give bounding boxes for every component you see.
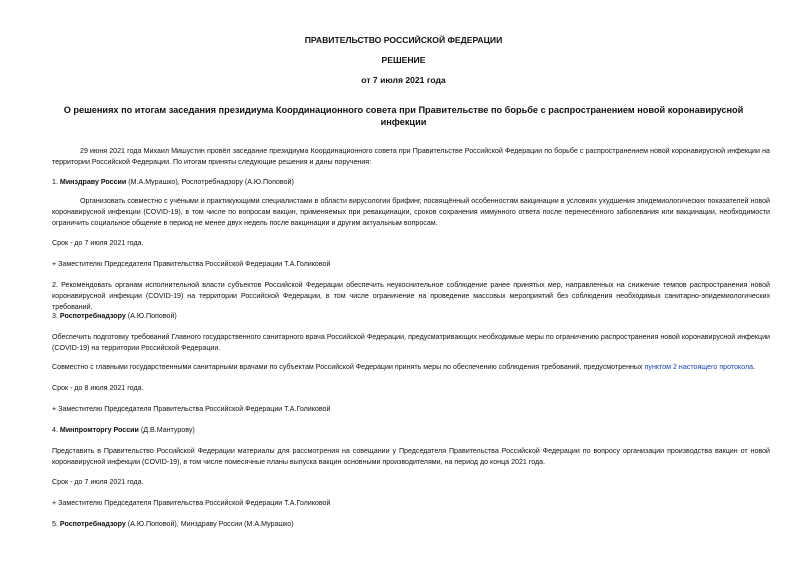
- item-5-heading: [52, 519, 770, 530]
- item-1-heading: [52, 177, 770, 188]
- item-4-number: 4.: [52, 426, 58, 434]
- item-5-organization: Роспотребнадзору: [59, 520, 126, 528]
- item-3-organization: Роспотребнадзору: [59, 312, 126, 320]
- item-3-heading: [52, 311, 770, 322]
- item-5-responsible: (А.Ю.Поповой), Минздраву России (М.А.Мурашко): [125, 520, 294, 528]
- item-4-responsible: (Д.В.Мантурову): [138, 426, 195, 434]
- item-3-text: Обеспечить подготовку требований Главного государственного санитарного врача Российской Федерации, предусматривающих необходимые меры по ограничению распространения новой коронавирусной инфекции (COVID-19) на территории Российской Федерации.: [52, 333, 770, 352]
- item-4-deadline: Срок - до 7 июля 2021 года.: [52, 478, 144, 486]
- government-heading: ПРАВИТЕЛЬСТВО РОССИЙСКОЙ ФЕДЕРАЦИИ: [304, 35, 503, 45]
- document-type: РЕШЕНИЕ: [381, 55, 426, 65]
- item-4-text: Представить в Правительство Российской Федерации материалы для рассмотрения на совещании у Председателя Правительства Российской Федерации по вопросу организации производства вакцин от новой коронавирусной инфекции (COVID-19), в том числе помесячные планы выпуска вакцин основными производителями, на период до конца 2021 года.: [52, 447, 770, 466]
- item-3-number: 3.: [52, 312, 58, 320]
- item-3-responsible: (А.Ю.Поповой): [125, 312, 177, 320]
- item-3-control: + Заместителю Председателя Правительства Российской Федерации Т.А.Голиковой: [52, 405, 331, 413]
- item-1-organization: Минздраву России: [59, 178, 127, 186]
- item-4-control: + Заместителю Председателя Правительства Российской Федерации Т.А.Голиковой: [52, 499, 331, 507]
- item-2-reference-link[interactable]: пунктом 2 настоящего протокола: [644, 363, 754, 371]
- item-1-control: + Заместителю Председателя Правительства Российской Федерации Т.А.Голиковой: [52, 260, 331, 268]
- intro-paragraph: 29 июня 2021 года Михаил Мишустин провёл заседание президиума Координационного совета при Правительстве Российской Федерации по борьбе с распространением новой коронавирусной инфекции на территории Российской Федерации. По итогам приняты следующие решения и даны поручения:: [52, 147, 770, 166]
- item-3-deadline: Срок - до 8 июля 2021 года.: [52, 384, 144, 392]
- item-1-deadline: Срок - до 7 июля 2021 года.: [52, 239, 144, 247]
- item-5-number: 5.: [52, 520, 58, 528]
- document-title: О решениях по итогам заседания президиума Координационного совета при Правительстве по борьбе с распространением новой коронавирусной инфекции: [63, 105, 744, 127]
- item-4-organization: Минпромторгу России: [59, 426, 139, 434]
- document-date: от 7 июля 2021 года: [361, 75, 446, 85]
- item-1-text: Организовать совместно с учёными и практикующими специалистами в области вирусологии брифинг, посвящённый особенностям вакцинации в условиях ухудшения эпидемиологических показателей новой коронавирусной инфекции (COVID-19), в том числе по вопросам вакцин, применяемых при ревакцинации, сроков сохранения иммунного ответа после перенесённого заболевания или вакцинации, необходимости ограничить социальное общение в период не менее двух недель после вакцинации и другим актуальным вопросам.: [52, 197, 770, 227]
- item-3-text-2-end: .: [753, 363, 756, 371]
- item-3-text-2-body: Совместно с главными государственными санитарными врачами по субъектам Российской Федерации принять меры по обеспечению соблюдения требований, предусмотренных: [52, 363, 645, 371]
- item-1-number: 1.: [52, 178, 58, 186]
- item-1-responsible: (М.А.Мурашко), Роспотребнадзору (А.Ю.Поповой): [126, 178, 294, 186]
- item-4-heading: [52, 425, 770, 436]
- item-2-text: 2. Рекомендовать органам исполнительной власти субъектов Российской Федерации обеспечить неукоснительное соблюдение ранее принятых мер, направленных на снижение темпов распространения новой коронавирусной инфекции (COVID-19) на территории Российской Федерации, в том числе ограничение на проведение массовых мероприятий без соблюдения необходимых санитарно-эпидемиологических требований.: [52, 281, 770, 311]
- item-3-text-2: [52, 362, 770, 373]
